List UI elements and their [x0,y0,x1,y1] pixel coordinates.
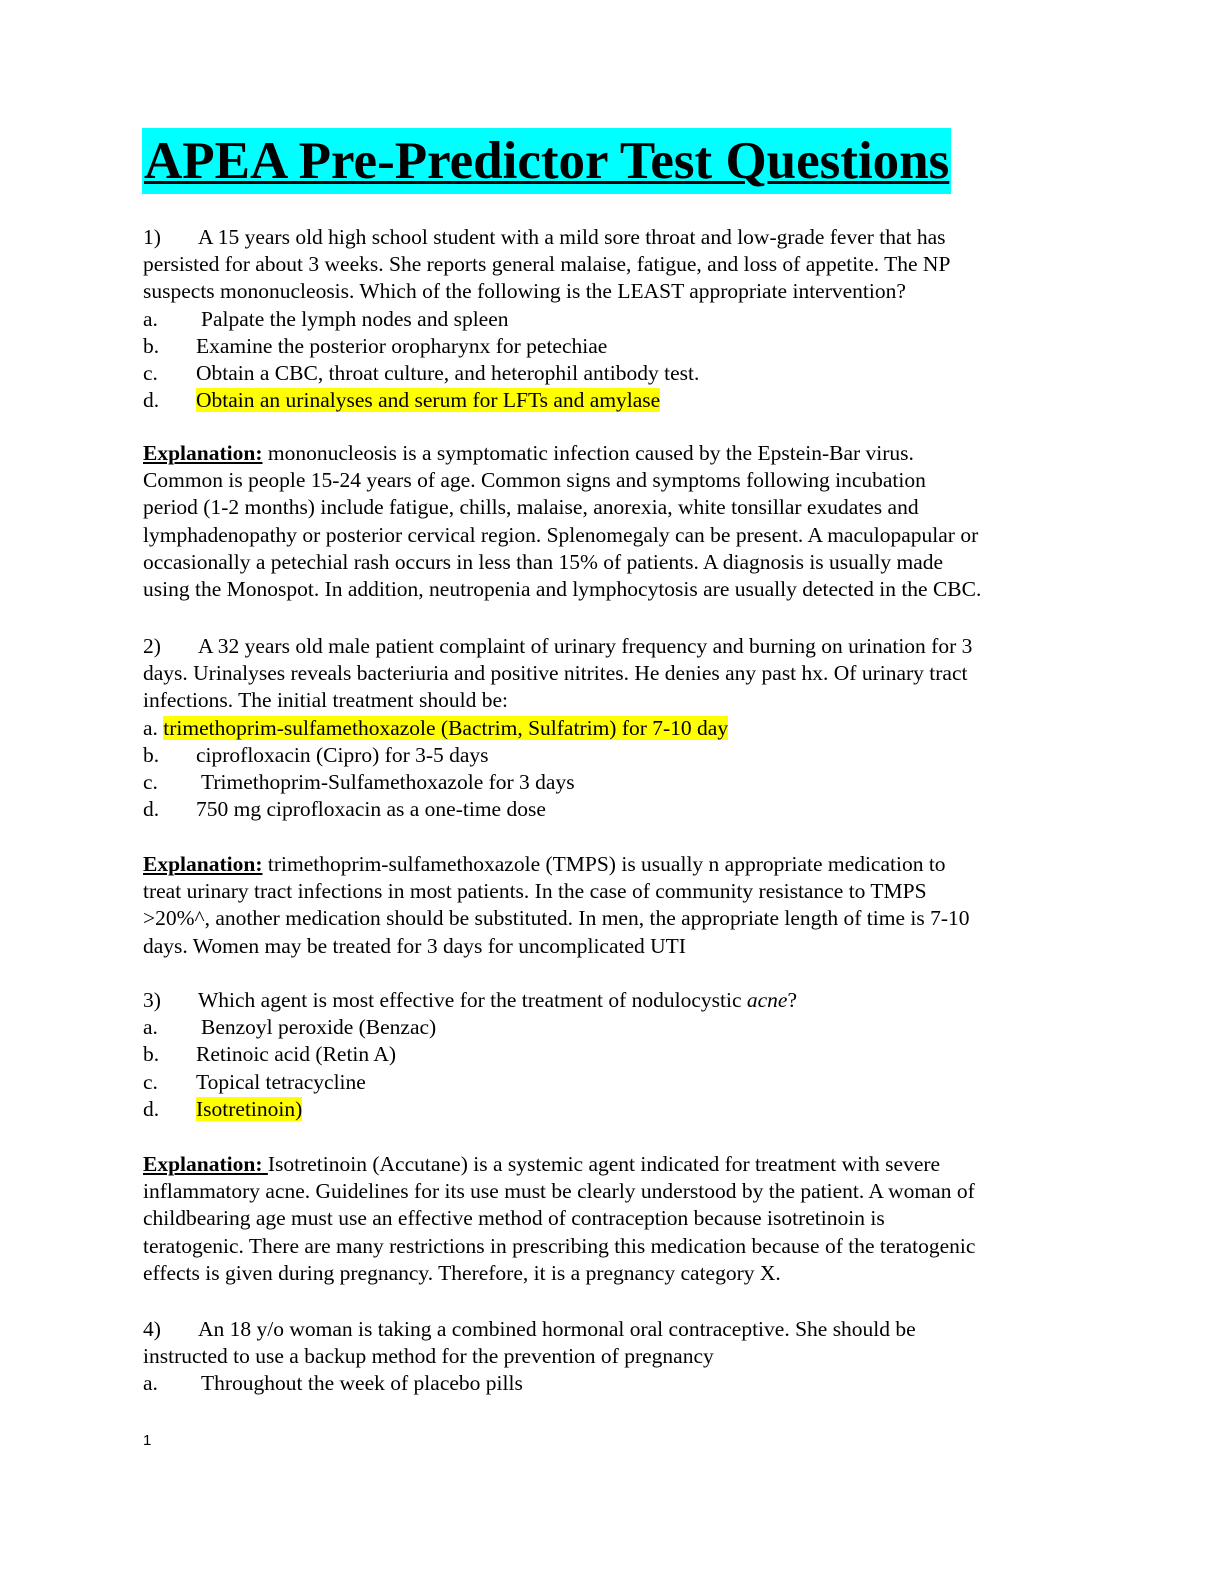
option-letter: d. [143,1096,160,1121]
question-line: 2) A 32 years old male patient complaint of urinary frequency and burning on urination for 3 [143,633,1083,660]
explanation-line: treat urinary tract infections in most patients. In the case of community resistance to TMPS [143,879,927,904]
option-b [143,742,1083,769]
question-number: 4) [143,1317,161,1341]
option-letter: b. [143,333,160,358]
explanation-2 [143,851,1083,960]
explanation-line: period (1-2 months) include fatigue, chills, malaise, anorexia, white tonsillar exudates and [143,495,919,520]
explanation-line: days. Women may be treated for 3 days for uncomplicated UTI [143,933,686,958]
explanation-line: lymphadenopathy or posterior cervical region. Splenomegaly can be present. A maculopapular or [143,522,979,547]
option-letter: d. [143,797,160,822]
correct-answer-highlight: Obtain an urinalyses and serum for LFTs and amylase [196,388,661,413]
option-text: 750 mg ciprofloxacin as a one-time dose [196,797,546,822]
explanation-label: Explanation: [143,441,263,465]
option-text: Retinoic acid (Retin A) [196,1042,397,1067]
option-a [143,715,1083,742]
page-title: APEA Pre-Predictor Test Questions [142,128,951,194]
question-line: 3) Which agent is most effective for the treatment of nodulocystic acne? [143,987,1083,1014]
question-4 [143,1316,1083,1398]
question-number: 3) [143,988,161,1012]
question-1 [143,224,1083,414]
option-letter: a. [143,1015,158,1040]
correct-answer-highlight: trimethoprim-sulfamethoxazole (Bactrim, Sulfatrim) for 7-10 day [163,715,729,740]
option-d [143,1096,1083,1123]
explanation-line: Explanation: Isotretinoin (Accutane) is a systemic agent indicated for treatment with severe [143,1152,941,1176]
option-letter: b. [143,742,160,767]
explanation-line: Explanation: trimethoprim-sulfamethoxazole (TMPS) is usually n appropriate medication to [143,852,946,876]
option-letter: c. [143,1069,158,1094]
option-letter: a. [143,715,158,740]
option-text: Topical tetracycline [196,1069,366,1094]
option-letter: b. [143,1042,160,1067]
title-wrapper [142,128,951,194]
explanation-line: childbearing age must use an effective method of contraception because isotretinoin is [143,1206,885,1231]
page-number: 1 [143,1432,152,1449]
option-c [143,360,1083,387]
option-text: Benzoyl peroxide (Benzac) [201,1015,437,1040]
option-text: ciprofloxacin (Cipro) for 3-5 days [196,742,489,767]
option-letter: a. [143,306,158,331]
question-line: 4) An 18 y/o woman is taking a combined hormonal oral contraceptive. She should be [143,1316,1083,1343]
question-line: suspects mononucleosis. Which of the following is the LEAST appropriate intervention? [143,279,906,304]
option-c [143,1069,1083,1096]
question-number: 2) [143,634,161,658]
option-a [143,1014,1083,1041]
option-a [143,1370,1083,1397]
option-text: Trimethoprim-Sulfamethoxazole for 3 days [201,770,575,795]
explanation-line: occasionally a petechial rash occurs in less than 15% of patients. A diagnosis is usually made [143,549,944,574]
option-letter: d. [143,388,160,413]
question-line: days. Urinalyses reveals bacteriuria and positive nitrites. He denies any past hx. Of urinary tract [143,661,968,686]
option-letter: c. [143,770,158,795]
explanation-line: Common is people 15-24 years of age. Common signs and symptoms following incubation [143,468,926,493]
option-text: Palpate the lymph nodes and spleen [201,306,509,331]
explanation-line: inflammatory acne. Guidelines for its use must be clearly understood by the patient. A woman of [143,1179,975,1204]
option-text: Examine the posterior oropharynx for petechiae [196,333,608,358]
question-2 [143,633,1083,823]
option-b [143,333,1083,360]
explanation-line: effects is given during pregnancy. Therefore, it is a pregnancy category X. [143,1260,781,1285]
explanation-label: Explanation: [143,852,263,876]
question-line: 1) A 15 years old high school student with a mild sore throat and low-grade fever that has [143,224,1083,251]
option-b [143,1041,1083,1068]
question-number: 1) [143,225,161,249]
option-a [143,306,1083,333]
explanation-label: Explanation: [143,1152,268,1176]
explanation-line: teratogenic. There are many restrictions in prescribing this medication because of the teratogenic [143,1233,976,1258]
explanation-line: >20%^, another medication should be substituted. In men, the appropriate length of time is 7-10 [143,906,970,931]
option-letter: a. [143,1371,158,1396]
option-letter: c. [143,361,158,386]
question-line: instructed to use a backup method for the prevention of pregnancy [143,1344,714,1369]
correct-answer-highlight: Isotretinoin) [196,1096,303,1121]
option-c [143,769,1083,796]
explanation-1 [143,440,1083,603]
question-line: infections. The initial treatment should be: [143,688,509,713]
explanation-line: Explanation: mononucleosis is a symptomatic infection caused by the Epstein-Bar virus. [143,441,914,465]
option-d [143,387,1083,414]
explanation-line: using the Monospot. In addition, neutropenia and lymphocytosis are usually detected in the CBC. [143,577,982,602]
question-3 [143,987,1083,1123]
option-d [143,796,1083,823]
question-line: persisted for about 3 weeks. She reports general malaise, fatigue, and loss of appetite. The NP [143,252,951,277]
option-text: Obtain a CBC, throat culture, and heterophil antibody test. [196,361,700,386]
explanation-3 [143,1151,1083,1287]
option-text: Throughout the week of placebo pills [201,1371,523,1396]
